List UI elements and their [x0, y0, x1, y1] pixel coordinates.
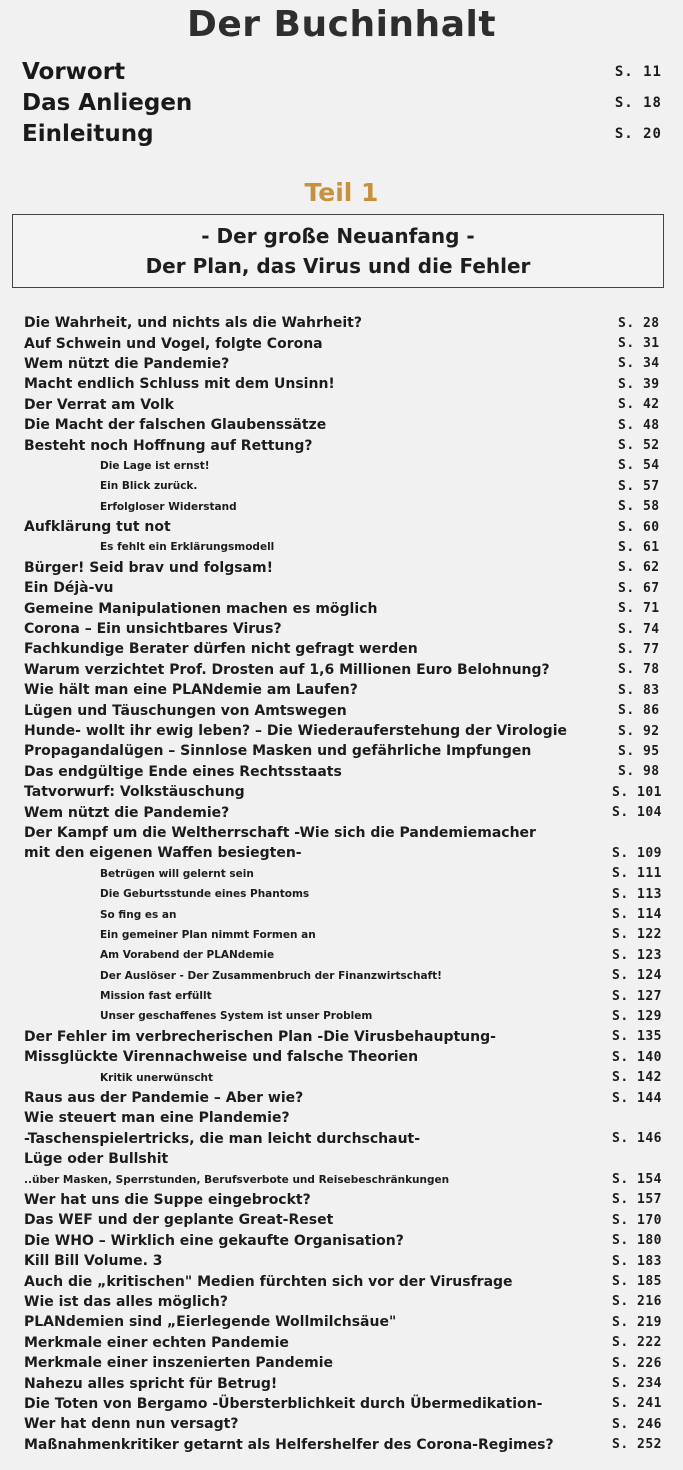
entry-page: S. 18 [614, 94, 662, 111]
part-subtitle-box [12, 214, 664, 288]
toc-entry[interactable] [24, 333, 662, 353]
toc-entry-page: S. 246 [612, 1416, 662, 1432]
toc-entry[interactable] [24, 1231, 662, 1251]
toc-entry-page: S. 222 [612, 1335, 662, 1351]
toc-entry-page: S. 57 [618, 478, 660, 494]
toc-entry-page: S. 109 [612, 845, 662, 861]
toc-entry-title: Nahezu alles spricht für Betrug! [24, 1375, 278, 1392]
toc-entry[interactable] [24, 1271, 662, 1291]
toc-entry[interactable] [24, 497, 662, 517]
toc-entry-page: S. 129 [612, 1008, 662, 1024]
toc-entry-title: Es fehlt ein Erklärungsmodell [100, 541, 275, 554]
toc-entry[interactable] [24, 313, 662, 333]
toc-entry-title: Ein Blick zurück. [100, 480, 198, 493]
toc-entry[interactable] [24, 1210, 662, 1230]
toc-entry-title: Der Verrat am Volk [24, 396, 174, 413]
toc-entry-title: Der Kampf um die Weltherrschaft -Wie sich die Pandemiemacher [24, 824, 536, 841]
toc-entry-page: S. 98 [618, 764, 660, 780]
table-of-contents [24, 313, 662, 1455]
toc-entry-page: S. 62 [618, 560, 660, 576]
part-subtitle-line: - Der große Neuanfang - [201, 224, 475, 248]
toc-entry-title: Der Fehler im verbrecherischen Plan -Die Virusbehauptung- [24, 1028, 496, 1045]
toc-entry-page: S. 123 [612, 947, 662, 963]
toc-entry[interactable] [24, 823, 662, 843]
toc-entry-page: S. 122 [612, 927, 662, 943]
toc-entry-page: S. 74 [618, 621, 660, 637]
toc-entry[interactable] [24, 619, 662, 639]
toc-entry-title: Unser geschaffenes System ist unser Problem [100, 1010, 373, 1023]
front-matter-entry[interactable] [22, 56, 662, 87]
toc-entry[interactable] [24, 925, 662, 945]
toc-entry-title: Die Geburtsstunde eines Phantoms [100, 888, 310, 901]
toc-entry[interactable] [24, 1394, 662, 1414]
toc-entry[interactable] [24, 680, 662, 700]
toc-entry-page: S. 71 [618, 601, 660, 617]
toc-entry[interactable] [24, 741, 662, 761]
toc-entry-page: S. 216 [612, 1294, 662, 1310]
toc-entry[interactable] [24, 1129, 662, 1149]
toc-entry[interactable] [24, 700, 662, 720]
toc-entry-page: S. 226 [612, 1355, 662, 1371]
toc-entry[interactable] [24, 864, 662, 884]
toc-entry[interactable] [24, 1067, 662, 1087]
front-matter-entry[interactable] [22, 87, 662, 118]
toc-entry-page: S. 83 [618, 682, 660, 698]
toc-entry-title: Die Macht der falschen Glaubenssätze [24, 417, 327, 434]
toc-entry-title: Mission fast erfüllt [100, 990, 212, 1003]
toc-entry-page: S. 180 [612, 1233, 662, 1249]
toc-entry-page: S. 185 [612, 1274, 662, 1290]
toc-entry-title: Wie ist das alles möglich? [24, 1293, 228, 1310]
toc-entry-page: S. 154 [612, 1172, 662, 1188]
toc-entry-title: PLANdemien sind „Eierlegende Wollmilchsäue" [24, 1314, 397, 1331]
toc-entry[interactable] [24, 1373, 662, 1393]
toc-entry-page: S. 58 [618, 499, 660, 515]
toc-entry-page: S. 114 [612, 907, 662, 923]
toc-entry-page: S. 183 [612, 1253, 662, 1269]
toc-entry-page: S. 34 [618, 356, 660, 372]
toc-entry-page: S. 101 [612, 784, 662, 800]
toc-entry-page: S. 52 [618, 438, 660, 454]
toc-entry-page: S. 142 [612, 1070, 662, 1086]
toc-entry[interactable] [24, 639, 662, 659]
entry-page: S. 20 [614, 125, 662, 142]
toc-entry-page: S. 252 [612, 1437, 662, 1453]
toc-entry[interactable] [24, 1006, 662, 1026]
toc-entry-page: S. 67 [618, 580, 660, 596]
toc-entry-title: Gemeine Manipulationen machen es möglich [24, 600, 378, 617]
toc-entry[interactable] [24, 802, 662, 822]
toc-entry-title: Lüge oder Bullshit [24, 1151, 169, 1168]
toc-entry-title: Wem nützt die Pandemie? [24, 355, 230, 372]
toc-entry-title: Ein gemeiner Plan nimmt Formen an [100, 928, 316, 941]
toc-entry-title: Tatvorwurf: Volkstäuschung [24, 784, 245, 801]
toc-entry[interactable] [24, 660, 662, 680]
toc-entry-page: S. 140 [612, 1049, 662, 1065]
toc-entry-title: Wer hat uns die Suppe eingebrockt? [24, 1191, 311, 1208]
toc-entry-page: S. 157 [612, 1192, 662, 1208]
toc-entry[interactable] [24, 598, 662, 618]
toc-entry[interactable] [24, 782, 662, 802]
entry-title: Einleitung [22, 120, 154, 147]
toc-entry[interactable] [24, 537, 662, 557]
toc-entry[interactable] [24, 1190, 662, 1210]
toc-entry[interactable] [24, 966, 662, 986]
entry-title: Vorwort [22, 58, 126, 85]
toc-entry-title: Das endgültige Ende eines Rechtsstaats [24, 763, 342, 780]
toc-entry-title: Die WHO – Wirklich eine gekaufte Organisation? [24, 1232, 404, 1249]
toc-entry-page: S. 54 [618, 458, 660, 474]
toc-entry-title: Fachkundige Berater dürfen nicht gefragt werden [24, 641, 418, 658]
toc-entry[interactable] [24, 1414, 662, 1434]
toc-entry-title: Betrügen will gelernt sein [100, 867, 254, 880]
toc-entry[interactable] [24, 1027, 662, 1047]
toc-entry-title: Warum verzichtet Prof. Drosten auf 1,6 Millionen Euro Belohnung? [24, 661, 550, 678]
toc-entry-page: S. 124 [612, 968, 662, 984]
front-matter-list [22, 56, 662, 149]
toc-entry[interactable] [24, 1149, 662, 1169]
toc-entry[interactable] [24, 762, 662, 782]
toc-entry-title: Ein Déjà-vu [24, 580, 114, 597]
part-subtitle-line: Der Plan, das Virus und die Fehler [145, 254, 531, 278]
toc-entry-title: So fing es an [100, 908, 177, 921]
entry-title: Das Anliegen [22, 89, 193, 116]
toc-entry-page: S. 31 [618, 336, 660, 352]
toc-entry-title: Aufklärung tut not [24, 519, 171, 536]
toc-entry-title: Wem nützt die Pandemie? [24, 804, 230, 821]
toc-entry-title: mit den eigenen Waffen besiegten- [24, 845, 302, 862]
toc-entry[interactable] [24, 415, 662, 435]
toc-entry-title: Propagandalügen – Sinnlose Masken und gefährliche Impfungen [24, 743, 532, 760]
toc-entry[interactable] [24, 374, 662, 394]
part-heading: Teil 1 [304, 178, 379, 207]
toc-entry[interactable] [24, 578, 662, 598]
toc-entry-page: S. 48 [618, 417, 660, 433]
toc-entry[interactable] [24, 456, 662, 476]
toc-entry[interactable] [24, 1108, 662, 1128]
toc-entry-title: Merkmale einer echten Pandemie [24, 1334, 289, 1351]
toc-entry[interactable] [24, 843, 662, 863]
toc-entry[interactable] [24, 476, 662, 496]
toc-entry-page: S. 92 [618, 723, 660, 739]
toc-entry-title: Die Toten von Bergamo -Übersterblichkeit durch Übermedikation- [24, 1395, 543, 1412]
toc-entry[interactable] [24, 395, 662, 415]
toc-entry[interactable] [24, 354, 662, 374]
toc-entry-page: S. 234 [612, 1376, 662, 1391]
toc-entry-page: S. 28 [618, 315, 660, 331]
toc-entry-title: Missglückte Virennachweise und falsche Theorien [24, 1049, 419, 1066]
entry-page: S. 11 [614, 63, 662, 80]
toc-entry-title: Hunde- wollt ihr ewig leben? – Die Wiederauferstehung der Virologie [24, 723, 567, 739]
toc-entry-page: S. 39 [618, 376, 660, 392]
toc-entry[interactable] [24, 986, 662, 1006]
toc-entry-title: Corona – Ein unsichtbares Virus? [24, 621, 282, 638]
toc-entry[interactable] [24, 435, 662, 455]
front-matter-entry[interactable] [22, 118, 662, 149]
toc-entry-title: Wie steuert man eine Plandemie? [24, 1110, 290, 1127]
toc-entry[interactable] [24, 721, 662, 741]
toc-entry[interactable] [24, 517, 662, 537]
toc-entry-title: Der Auslöser - Der Zusammenbruch der Finanzwirtschaft! [100, 969, 442, 982]
toc-entry-title: Wie hält man eine PLANdemie am Laufen? [24, 682, 358, 699]
toc-entry-page: S. 135 [612, 1029, 662, 1045]
toc-entry-page: S. 146 [612, 1131, 662, 1147]
toc-entry[interactable] [24, 1434, 662, 1454]
toc-entry-page: S. 77 [618, 641, 660, 657]
toc-entry[interactable] [24, 884, 662, 904]
toc-entry-page: S. 127 [612, 988, 662, 1004]
toc-entry[interactable] [24, 1169, 662, 1189]
toc-entry-page: S. 61 [618, 539, 660, 555]
toc-entry-title: Erfolgloser Widerstand [100, 500, 237, 513]
toc-entry-title: Kill Bill Volume. 3 [24, 1253, 163, 1270]
toc-entry[interactable] [24, 1333, 662, 1353]
toc-entry-page: S. 144 [612, 1090, 662, 1106]
toc-entry-page: S. 104 [612, 805, 662, 821]
toc-entry[interactable] [24, 1251, 662, 1271]
page-title: Der Buchinhalt [186, 4, 497, 45]
toc-entry-title: Die Lage ist ernst! [100, 459, 210, 472]
toc-entry-title: Wer hat denn nun versagt? [24, 1416, 239, 1433]
toc-entry[interactable] [24, 945, 662, 965]
toc-entry-title: -Taschenspielertricks, die man leicht durchschaut- [24, 1130, 421, 1147]
toc-entry-title: Besteht noch Hoffnung auf Rettung? [24, 437, 313, 454]
toc-entry-title: Maßnahmenkritiker getarnt als Helfershelfer des Corona-Regimes? [24, 1436, 554, 1453]
toc-entry[interactable] [24, 1292, 662, 1312]
toc-entry-page: S. 219 [612, 1314, 662, 1330]
toc-entry-page: S. 60 [618, 519, 660, 535]
toc-entry-title: Macht endlich Schluss mit dem Unsinn! [24, 376, 335, 393]
toc-entry-title: Am Vorabend der PLANdemie [100, 949, 275, 962]
toc-entry-page: S. 170 [612, 1212, 662, 1228]
toc-entry[interactable] [24, 1047, 662, 1067]
toc-entry-page: S. 95 [618, 743, 660, 759]
toc-entry-title: Raus aus der Pandemie – Aber wie? [24, 1090, 304, 1107]
toc-entry-page: S. 111 [612, 866, 662, 882]
toc-entry-title: Auch die „kritischen" Medien fürchten sich vor der Virusfrage [24, 1273, 513, 1290]
toc-entry[interactable] [24, 558, 662, 578]
toc-entry-title: Auf Schwein und Vogel, folgte Corona [24, 335, 323, 352]
toc-entry-page: S. 86 [618, 703, 660, 719]
toc-entry[interactable] [24, 1088, 662, 1108]
toc-entry-title: Das WEF und der geplante Great-Reset [24, 1212, 334, 1229]
toc-entry[interactable] [24, 904, 662, 924]
toc-entry[interactable] [24, 1312, 662, 1332]
toc-entry-title: Bürger! Seid brav und folgsam! [24, 559, 273, 576]
toc-entry-page: S. 78 [618, 662, 660, 678]
toc-entry-title: ..über Masken, Sperrstunden, Berufsverbote und Reisebeschränkungen [24, 1173, 450, 1186]
toc-entry-page: S. 113 [612, 886, 662, 902]
toc-entry-page: S. 241 [612, 1396, 662, 1412]
toc-entry-title: Merkmale einer inszenierten Pandemie [24, 1355, 334, 1372]
toc-entry-title: Lügen und Täuschungen von Amtswegen [24, 702, 347, 719]
toc-entry-page: S. 42 [618, 397, 660, 413]
toc-entry-title: Die Wahrheit, und nichts als die Wahrheit? [24, 315, 362, 332]
toc-entry-title: Kritik unerwünscht [100, 1071, 214, 1084]
toc-entry[interactable] [24, 1353, 662, 1373]
